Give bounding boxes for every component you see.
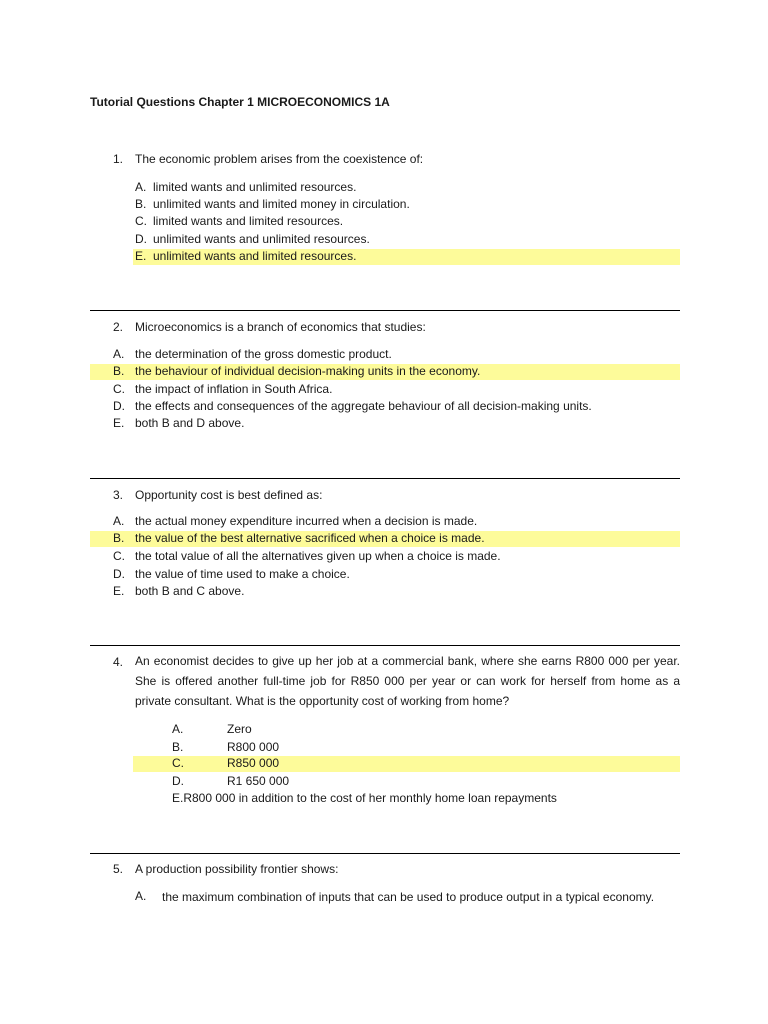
option-text: unlimited wants and unlimited resources.: [153, 232, 370, 246]
option-text: the maximum combination of inputs that can be used to produce output in a typical economy.: [162, 890, 655, 904]
option-text: unlimited wants and limited resources.: [153, 249, 357, 263]
option-text: E.R800 000 in addition to the cost of her monthly home loan repayments: [172, 791, 557, 805]
option-text: Zero: [227, 722, 252, 736]
option-text: the determination of the gross domestic product.: [135, 347, 392, 361]
section-divider: [90, 853, 680, 854]
option-letter: C.: [113, 382, 125, 396]
option-letter: A.: [135, 180, 147, 194]
option-text: the behaviour of individual decision-making units in the economy.: [135, 364, 481, 378]
option-letter: E.: [113, 416, 125, 430]
question-number: 5.: [113, 862, 124, 876]
option-text: both B and D above.: [135, 416, 245, 430]
question-number: 3.: [113, 488, 124, 502]
option-text: the value of the best alternative sacrificed when a choice is made.: [135, 531, 485, 545]
option-letter: D.: [135, 232, 147, 246]
option-letter: B.: [172, 740, 184, 754]
option-text: the impact of inflation in South Africa.: [135, 382, 333, 396]
option-text: unlimited wants and limited money in circulation.: [153, 197, 410, 211]
option-text: the effects and consequences of the aggregate behaviour of all decision-making units.: [135, 399, 592, 413]
option-letter: C.: [135, 214, 147, 228]
question-text: Microeconomics is a branch of economics that studies:: [135, 320, 426, 334]
option-text: R800 000: [227, 740, 280, 754]
option-letter: D.: [113, 399, 125, 413]
option-letter: D.: [172, 774, 184, 788]
option-letter: C.: [172, 756, 184, 770]
question-text: An economist decides to give up her job at a commercial bank, where she earns R800 000 per year. She is offered another full-time job for R850 000 per year or can work for herself from home as a private consultant. What is the opportunity cost of working from home?: [135, 654, 680, 708]
option-text: limited wants and unlimited resources.: [153, 180, 357, 194]
option-text: the value of time used to make a choice.: [135, 567, 350, 581]
option-letter: B.: [135, 197, 147, 211]
question-text: Opportunity cost is best defined as:: [135, 488, 323, 502]
option-letter: D.: [113, 567, 125, 581]
question-number: 4.: [113, 655, 124, 669]
option-letter: A.: [172, 722, 184, 736]
answer-highlight: [133, 756, 680, 772]
question-number: 2.: [113, 320, 124, 334]
option-letter: B.: [113, 531, 125, 545]
option-letter: E.: [113, 584, 125, 598]
option-letter: B.: [113, 364, 125, 378]
question-number: 1.: [113, 152, 124, 166]
document-title: Tutorial Questions Chapter 1 MICROECONOMICS 1A: [90, 95, 390, 109]
option-letter: C.: [113, 549, 125, 563]
section-divider: [90, 310, 680, 311]
option-letter: A.: [113, 514, 125, 528]
option-text: the total value of all the alternatives given up when a choice is made.: [135, 549, 501, 563]
option-text: R850 000: [227, 756, 280, 770]
section-divider: [90, 645, 680, 646]
question-text: The economic problem arises from the coexistence of:: [135, 152, 424, 166]
section-divider: [90, 478, 680, 479]
option-text: R1 650 000: [227, 774, 290, 788]
option-text: limited wants and limited resources.: [153, 214, 344, 228]
option-text: the actual money expenditure incurred when a decision is made.: [135, 514, 478, 528]
question-text: A production possibility frontier shows:: [135, 862, 339, 876]
option-letter: A.: [135, 889, 147, 903]
option-letter: A.: [113, 347, 125, 361]
option-text: both B and C above.: [135, 584, 245, 598]
option-letter: E.: [135, 249, 147, 263]
